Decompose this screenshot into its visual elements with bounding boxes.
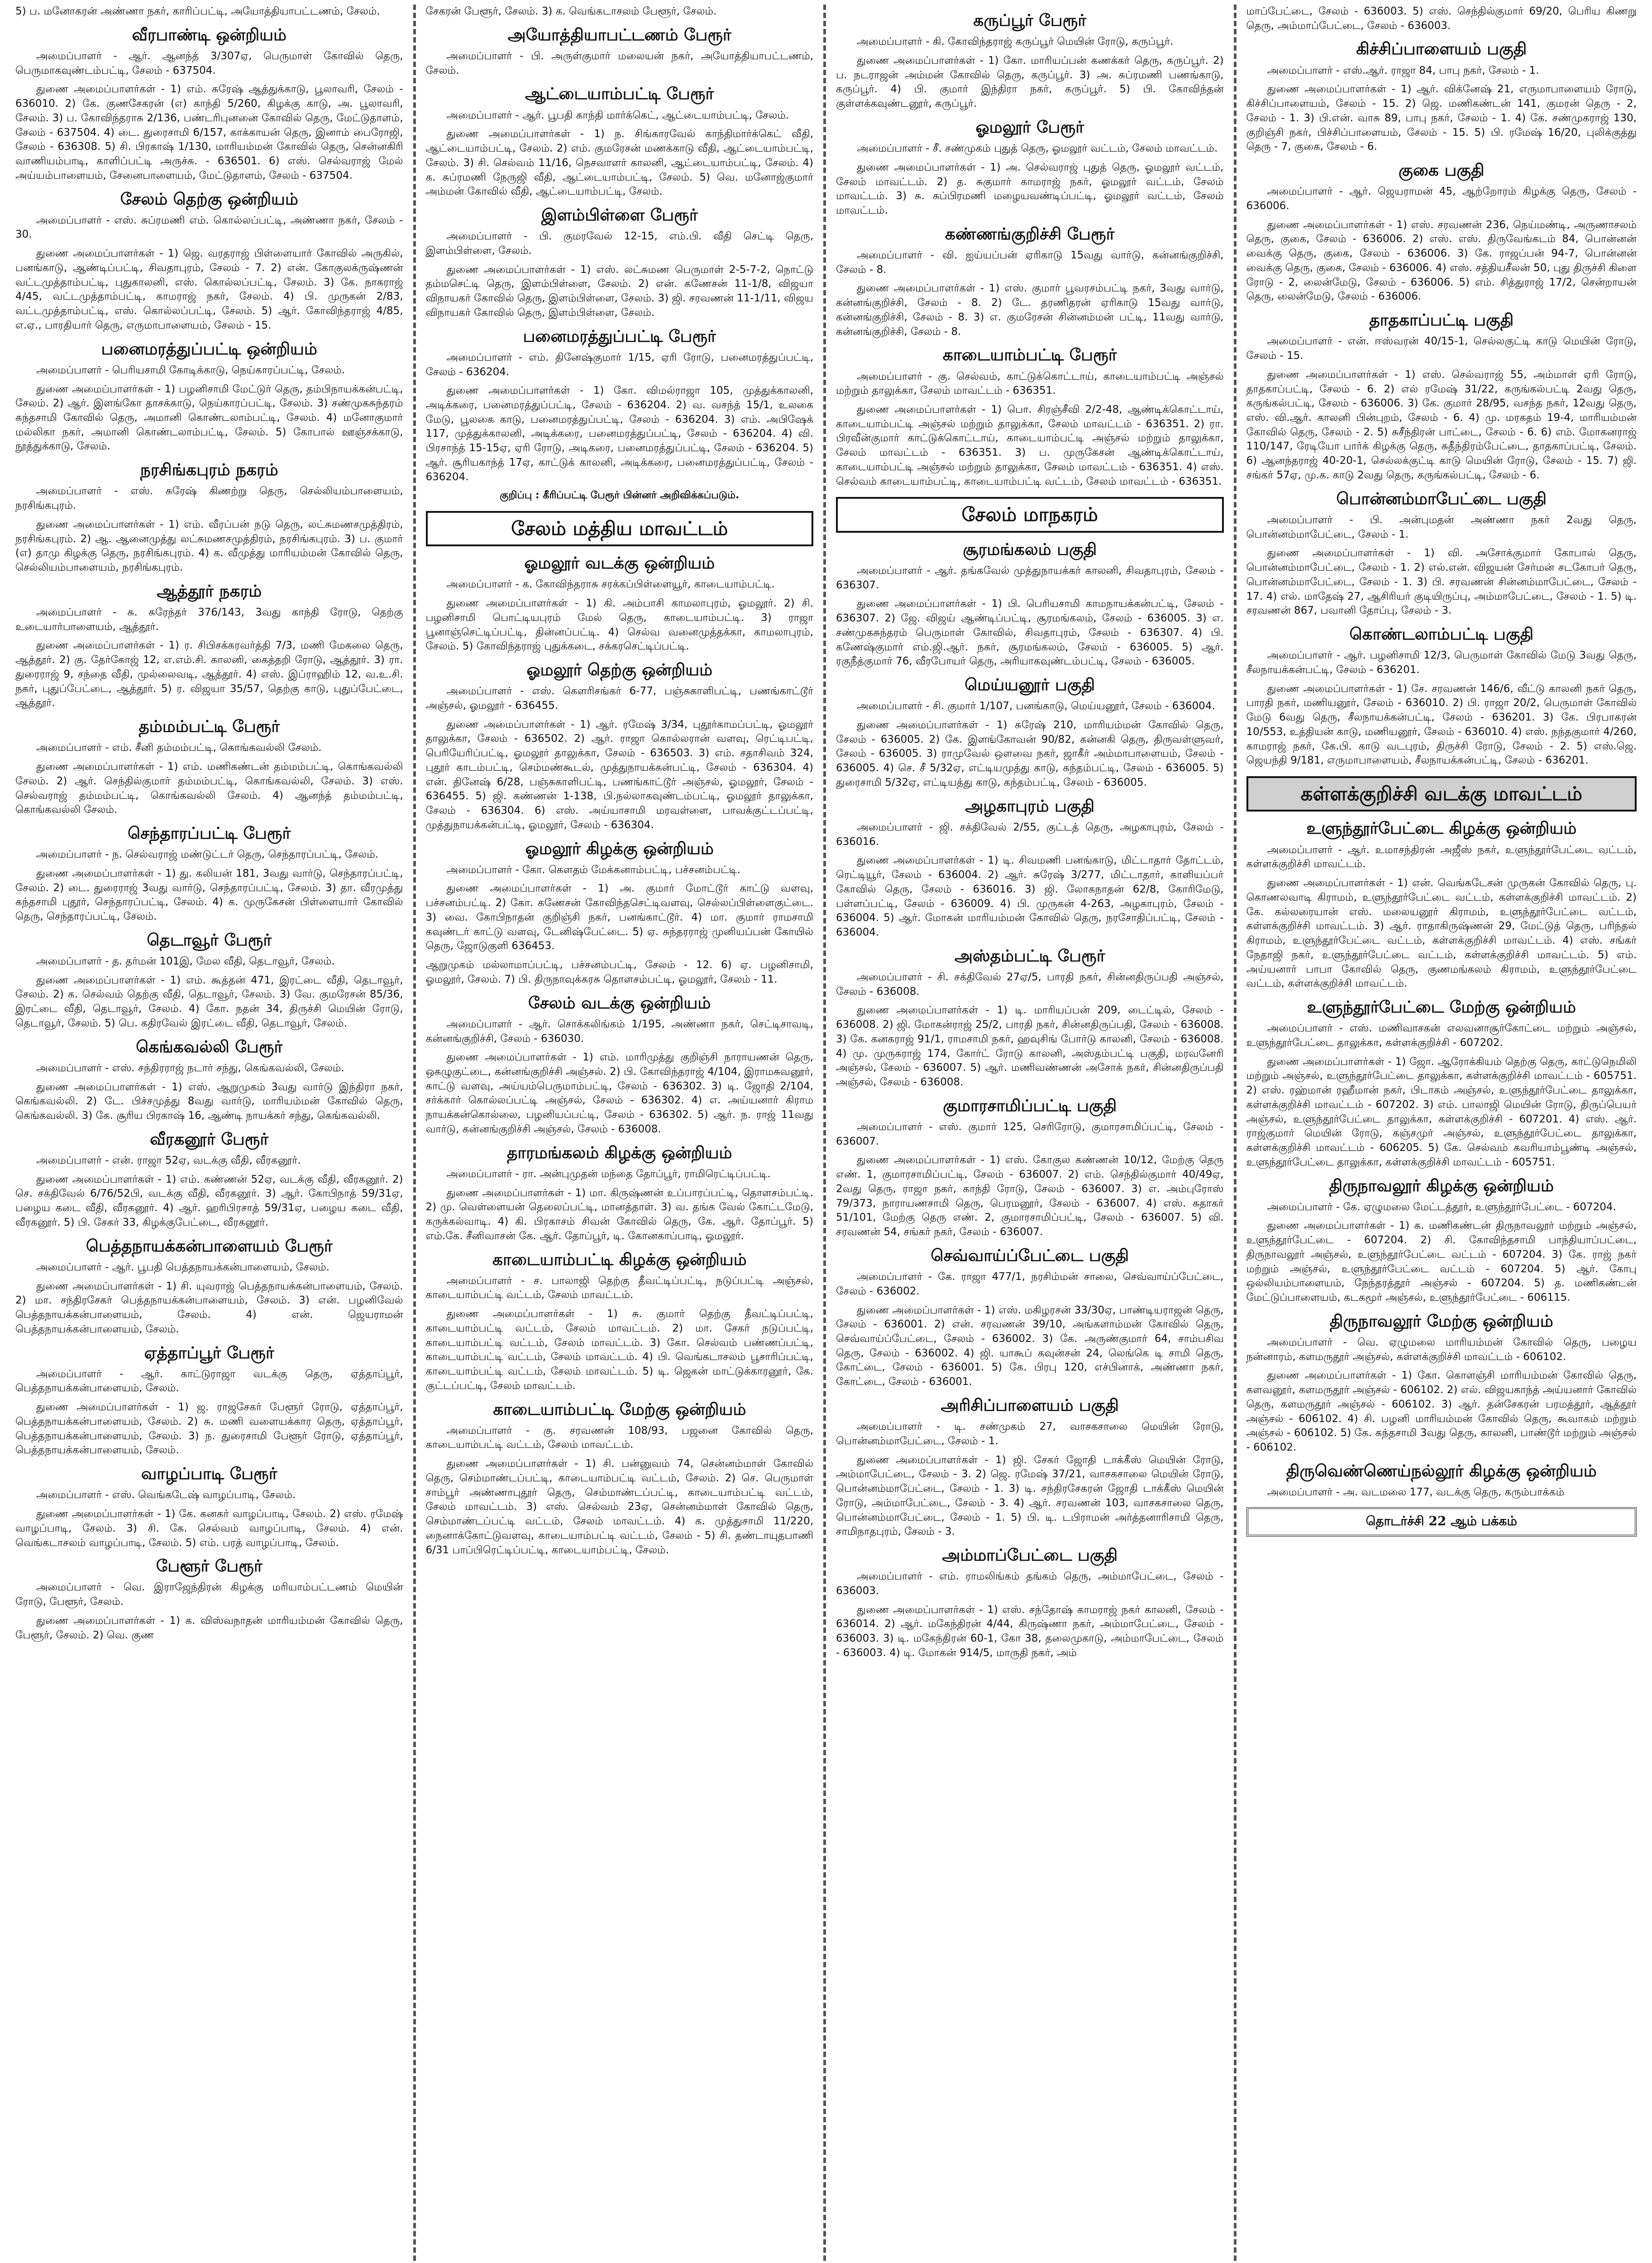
section-heading: கெங்கவல்லி பேரூர் <box>136 1037 283 1056</box>
section-heading: ஓமலூர் பேரூர் <box>975 118 1084 137</box>
article-paragraph: துணை அமைப்பாளர்கள் - 1) கோ. விமல்ராஜா 105, முத்துக்காலனி, அடிக்கரை, பனைமரத்துப்பட்டி, சேலம் - 636204. 2) வ. வசந்த் 15/1, உலகை மேடு, பூலகை காடு, பனைமரத்துப்பட்டி, சேலம் - 636204. 3) எம். அபிஷேக் 117, முத்துக்காலனி, அடிக்கரை, பனைமரத்துப்பட்டி, சேலம் - 636204. 4) வி. பிரசாந்த் 15-15ஏ, ஏரி ரோடு, அடிகரை, பனைமரத்துப்பட்டி, சேலம் - 636204. 5) ஆர். சூரியகாந்த் 17ஏ, காட்டுக் காலனி, அடிக்கரை, பனைமரத்துப்பட்டி, சேலம் - 636204. <box>425 385 814 483</box>
article-paragraph: அமைப்பாளர் - எம். தினேஷ்குமார் 1/15, ஏரி ரோடு, பனைமரத்துப்பட்டி, சேலம் - 636204. <box>425 351 814 378</box>
article-paragraph: துணை அமைப்பாளர்கள் - 1) எஸ். மகிழரசன் 33/30ஏ, பாண்டியராஜன் தெரு, சேலம் - 636001. 2) என். சரவணன் 39/10, அங்களாம்மன் கோவில் தெரு, செவ்வாய்ப்பேட்டை, சேலம் - 636002. 3) கே. அருண்குமார் 64, சாம்பசிவ தெரு, சேலம் - 636002. 4) ஜி. யாகூப் கவுன்சன் 24, லெங்கெ டி சாமி தெரு, கோட்டை, சேலம் - 636001. 5) கே. பிரபு 120, எச்பினாக், அண்ணா நகர், கோட்டை, சேலம் - 636001. <box>836 1304 1224 1388</box>
district-banner: சேலம் மாநகரம் <box>836 497 1224 532</box>
article-paragraph: அமைப்பாளர் - பி. அன்புமதன் அண்ணா நகர் 2வது தெரு, பொன்னம்மாபேட்டை, சேலம் - 1. <box>1246 514 1637 540</box>
article-paragraph: துணை அமைப்பாளர்கள் - 1) டி. சிவமணி பனங்காடு, மிட்டாதார் தோட்டம், ரெட்டியூர், சேலம் - 636004. 2) ஆர். சுரேஷ் 3/277, மிட்டாதார், காளியப்பர் கோவில் தெரு, சேலம் - 636016. 3) ஜி. லோகநாதன் 62/8, கோரிமேடு, பள்ளப்பட்டி, சேலம் - 636009. 4) பி. முருகன் 4-263, அழகாபுரம், சேலம் - 636004. 5) ஆர். மோகன் மாரியம்மன் கோவில் தெரு, நரசோதிப்பட்டி, சேலம் - 636004. <box>836 855 1224 939</box>
article-paragraph: துணை அமைப்பாளர்கள் - 1) எம். வீரப்பன் நடு தெரு, லட்சுமணசமுத்திரம், நரசிங்கபுரம். 2) ஆ. ஆனைமுத்து லட்சுமணசமுத்திரம், நரசிங்கபுரம். 3) ப. குமார் (எ) தாமு கிழக்கு தெரு, நரசிங்கபுரம். 4) க. வீமுத்து மாரியம்மன் கோவில் தெரு, செல்லியம்பாளையம், நரசிங்கபுரம். <box>15 518 403 574</box>
article-paragraph: துணை அமைப்பாளர்கள் - 1) எஸ். சந்தோஷ் காமராஜ் நகர் காலனி, சேலம் - 636014. 2) ஆர். மகேந்திரன் 4/44, கிருஷ்ணா நகர், அம்மாபேட்டை, சேலம் - 636003. 3) டி. மகேந்திரன் 60-1, கோ 38, தலைமுகாடு, அம்மாபேட்டை, சேலம் - 636003. 4) டி. மோகன் 914/5, மாருதி நகர், அம் <box>836 1604 1224 1659</box>
article-paragraph: அமைப்பாளர் - ந. செல்வராஜ் மண்டுட்டர் தெரு, செந்தாரப்பட்டி, சேலம். <box>36 849 379 861</box>
article-paragraph: அமைப்பாளர் - எம். சீனி தம்மம்பட்டி, கொங்கவல்லி சேலம். <box>36 742 322 754</box>
article-paragraph: துணை அமைப்பாளர்கள் - 1) அ. குமார் மோட்டூர் காட்டு வளவு, பச்சனம்பட்டி. 2) கோ. கணேசன் கோவிந்தசெட்டிவளவு, செல்லப்பிள்ளைகுட்டை. 3) வை. கோபிநாதன் குறிஞ்சி நகர், பனங்காட்டூர். 4) மா. குமார் ராமசாமி கவுண்டர் காட்டு வளவு, டேனிஷ்பேட்டை. 5) ஏ. சுந்தரராஜ் முனியப்பன் கோயில் தெரு, ஜோடுகுளி 636453. <box>425 883 814 952</box>
article-paragraph: அமைப்பாளர் - எஸ். குமார் 125, செரிரோடு, குமாரசாமிப்பட்டி, சேலம் - 636007. <box>836 1121 1224 1147</box>
article-paragraph: அமைப்பாளர் - பெரியசாமி கோடிக்காடு, நெய்காரப்பட்டி, சேலம். <box>36 364 345 376</box>
section-heading: கண்ணங்குறிச்சி பேரூர் <box>945 224 1115 243</box>
article-paragraph: துணை அமைப்பாளர்கள் - 1) ஜ. ராஜசேகர் பேளூர் ரோடு, ஏத்தாப்பூர், பெத்தநாயக்கன்பாளையம், சேலம். 2) சு. மணி வளையக்கார தெரு, ஏத்தாப்பூர், பெத்தநாயக்கன்பாளையம், சேலம். 3) ந. துரைசாமி பேளூர் ரோடு, ஏத்தாப்பூர், பெத்தநாயக்கன்பாளையம், சேலம். <box>15 1401 403 1456</box>
section-heading: அயோத்தியாபட்டணம் பேரூர் <box>507 25 731 44</box>
article-paragraph: அமைப்பாளர் - பி. குமரவேல் 12-15, எம்.பி. வீதி செட்டி தெரு, இளம்பிள்ளை, சேலம். <box>425 230 814 257</box>
section-heading: சேலம் தெற்கு ஒன்றியம் <box>120 190 298 209</box>
article-paragraph: அமைப்பாளர் - சி. குமார் 1/107, பனங்காடு, மெய்யனூர், சேலம் - 636004. <box>857 700 1215 712</box>
note-text: குறிப்பு : கீரிப்பட்டி பேரூர் பின்னர் அறிவிக்கப்படும். <box>500 490 740 501</box>
section-heading: அழகாபுரம் பகுதி <box>965 797 1095 816</box>
article-paragraph: அமைப்பாளர் - எஸ். வெங்கடேஷ் வாழப்பாடி, சேலம். <box>36 1489 296 1501</box>
article-paragraph: அமைப்பாளர் - கு. சரவணன் 108/93, பஜனை கோவில் தெரு, காடையாம்பட்டி வட்டம், சேலம் மாவட்டம். <box>425 1424 814 1451</box>
article-paragraph: துணை அமைப்பாளர்கள் - 1) பி. பெரியசாமி காமநாயக்கன்பட்டி, சேலம் - 636307. 2) ஜே. விஜய் ஆண்டிப்பட்டி, சூரமங்கலம், சேலம் - 636005. 3) எ. சண்முகசுந்தரம் பெருமாள் கோவில், சிவதாபுரம், சேலம் - 636307. 4) பி. கணேஷ்குமார் எம்.ஜி.ஆர். நகர், சூரமங்கலம், சேலம் - 636005. 5) ஆர். ரகுநீத்குமார் 76, வீரபோயர் தெரு, அரியாகவுண்டம்பட்டி, சேலம் - 636005. <box>836 598 1224 668</box>
section-heading: சேலம் வடக்கு ஒன்றியம் <box>528 993 711 1012</box>
article-paragraph: அமைப்பாளர் - வெ. இராஜேந்திரன் கிழக்கு மரியாம்பட்டணம் மெயின் ரோடு, பேளூர், சேலம். <box>15 1581 403 1608</box>
article-paragraph: துணை அமைப்பாளர்கள் - 1) ஆர். ரமேஷ் 3/34, புதூர்காமப்பட்டி, ஓமலூர் தாலுக்கா, சேலம் - 636502. 2) ஆர். ராஜா கொல்லரான் வளவு, ரெட்டிபட்டி, பெரியேரிப்பட்டி, ஓமலூர் தாலுக்கா, சேலம் - 636503. 3) எம். சதாசிவம் 324, புதூர் காடம்பட்டி, செம்மண்கூடல், முத்துநாயக்கன்பட்டி, சேலம் - 636304. 4) என். தினேஷ் 6/28, பஞ்சுகாளிபட்டி, பணங்காட்டூர் அஞ்சல், ஓமலூர், சேலம் - 636455. 5) ஜி. கண்ணன் 1-138, பி.நல்லாகவுண்டம்பட்டி, ஓமலூர் தாலுக்கா, சேலம் - 636304. 6) எஸ். அய்யாசாமி மரவள்ளை, பாவக்குட்டப்பட்டி, முத்துநாயக்கன்பட்டி, ஓமலூர், சேலம் - 636304. <box>425 718 814 831</box>
district-banner: சேலம் மத்திய மாவட்டம் <box>426 511 814 546</box>
article-paragraph: அமைப்பாளர் - ஆர். தங்கவேல் முத்துநாயக்கர் காலனி, சிவதாபுரம், சேலம் - 636307. <box>836 564 1224 591</box>
section-heading: பனைமரத்துப்பட்டி ஒன்றியம் <box>101 339 317 358</box>
article-paragraph: துணை அமைப்பாளர்கள் - 1) எம். சுரேஷ் ஆத்துக்காடு, பூலாவரி, சேலம் - 636010. 2) கே. குணசேகரன் (எ) காந்தி 5/260, கிழக்கு காடு, அ. பூலாவரி, சேலம். 3) ப. கோவிந்தராசு 2/136, பண்டரிபுனனை கோவில் தெரு, மேட்டுதாளம், சேலம் - 637504. 4) டை. துரைசாமி 6/157, காக்காயன் தெரு, இனாம் பைரோஜி, சேலம் - 636308. 5) சி. பிரகாஷ் 1/130, மாரியம்மன் கோவில் தெரு, சென்னகிரி வாணியம்பாடி, காளிப்பட்டி அருச்சு. - 636501. 6) எஸ். செல்வராஜ் மேல் அய்யம்பாளையம், சேனைபாளையம், மேட்டுதாளம், சேலம் - 637504. <box>15 83 403 181</box>
article-paragraph: துணை அமைப்பாளர்கள் - 1) எஸ். செல்வராஜ் 55, அம்மாள் ஏரி ரோடு, தாதகாப்பட்டி, சேலம் - 6. 2) எல் ரமேஷ் 31/22, கருங்கல்பட்டி 2வது தெரு, கருங்கல்பட்டி, சேலம் - 636006. 3) கே. குமார் 28/95, வசந்த நகர், 12வது தெரு, எஸ். வி.ஆர். காலனி பின்புறம், சேலம் - 6. 4) மு. மரகதம் 19-4, மாரியம்மன் கோவில் தெரு, சேலம் - 2. 5) சுசீந்திரன் பாட்டை, சேலம் - 6. 6) எம். மோகனராஜ் 110/147, ரேடியோ பார்க் கிழக்கு தெரு, சுதீந்திரம்பேட்டை, தாதகாப்பட்டி, சேலம். 6) ஆனந்தராஜ் 40-20-1, செல்லக்குட்டி காடு மெயின் ரோடு, சேலம் - 15. 7) ஜி. சங்கர் 57ஏ, மு.க. காடு 2வது தெரு, கருங்கல்பட்டி, சேலம் - 6. <box>1246 368 1637 481</box>
section-heading: செந்தாரப்பட்டி பேரூர் <box>128 824 291 843</box>
article-paragraph: அமைப்பாளர் - சு. சுரேந்தர் 376/143, 3வது காந்தி ரோடு, தெற்கு உடையார்பாளையம், ஆத்தூர். <box>15 606 403 633</box>
section-heading: ஓமலூர் வடக்கு ஒன்றியம் <box>524 554 715 573</box>
article-paragraph: அமைப்பாளர் - கு. செல்வம், காட்டுக்கொட்டாய், காடையாம்பட்டி அஞ்சல் மற்றும் தாலுக்கா, சேலம் மாவட்டம் - 636351. <box>836 370 1224 397</box>
article-paragraph: துணை அமைப்பாளர்கள் - 1) சி. யுவராஜ் பெத்தநாயக்கன்பாளையம், சேலம். 2) மா. சந்திரசேகர் பெத்தநாயக்கன்பாளையம், சேலம். 3) என். பழனிவேல் பெத்தநாயக்கன்பாளையம், சேலம். 4) என். ஜெயராமன் பெத்தநாயக்கன்பாளையம், சேலம். <box>15 1280 403 1335</box>
article-paragraph: அமைப்பாளர் - ஆர். சொக்கலிங்கம் 1/195, அண்ணா நகர், செட்டிசாவடி, கன்னங்குறிச்சி, சேலம் - 636030. <box>425 1018 814 1045</box>
article-paragraph: துணை அமைப்பாளர்கள் - 1) ர. சிபிசக்கரவர்த்தி 7/3, மணி மேகலை தெரு, ஆத்தூர். 2) கு. தேர்கோஜ் 12, எ.எம்.சி. காலனி, கைத்தறி ரோடு, ஆத்தூர். 3) ரா. துரைராஜ் 9, சந்தை வீதி, முல்லைவடி, ஆத்தூர். 4) எஸ். இப்ராஹிம் 12, வ.உ.சி. நகர், புதுப்பேட்டை, ஆத்தூர். 5) ர. விஜயா 35/57, தெற்கு காடு, புதுப்பேட்டை, ஆத்தூர். <box>15 640 403 709</box>
article-paragraph: அமைப்பாளர் - எஸ். கௌரிசங்கர் 6-77, பஞ்சுகாளிபட்டி, பணங்காட்டூர் அஞ்சல், ஓமலூர் - 636455. <box>425 685 814 711</box>
section-heading: திருவெண்ணெய்நல்லூர் கிழக்கு ஒன்றியம் <box>1286 1461 1597 1480</box>
section-heading: வாழப்பாடி பேரூர் <box>141 1465 277 1484</box>
article-paragraph: துணை அமைப்பாளர்கள் - 1) ந. சிங்காரவேல் காந்திமார்க்கெட் வீதி, ஆட்டையாம்பட்டி, சேலம். 2) எம். குமரேசன் மணக்காடு வீதி, ஆட்டையாம்பட்டி, சேலம். 3) சி. செல்வம் 11/16, நெசவாளர் காலனி, ஆட்டையாம்பட்டி, சேலம். 4) க. சுப்ரமணி நேருஜி வீதி, ஆட்டையாம்பட்டி, சேலம். 5) வெ. மனோஜ்குமார் அம்மன் கோவில் வீதி, ஆட்டையாம்பட்டி, சேலம். <box>425 128 814 198</box>
article-paragraph: துணை அமைப்பாளர்கள் - 1) அ. செல்வராஜ் புதுத் தெரு, ஓமலூர் வட்டம், சேலம் மாவட்டம். 2) த. சுகுமார் காமராஜ் நகர், ஓமலூர் வட்டம், சேலம் மாவட்டம். 3) சு. சுப்பிரமணி மழையவண்டிப்பட்டி, ஓமலூர் வட்டம், சேலம் மாவட்டம். <box>836 161 1224 216</box>
article-paragraph: அமைப்பாளர் - எஸ். சந்திரராஜ் நடார் சந்து, கெங்கவல்லி, சேலம். <box>36 1062 344 1074</box>
article-paragraph: துணை அமைப்பாளர்கள் - 1) எஸ். சரவணன் 236, நெய்மண்டி, அருணாசலம் தெரு, குகை, சேலம் - 636006. 2) எஸ். எஸ். திருவேங்கடம் 84, பொன்னன் வைக்கு தெரு, குகை, சேலம் - 636006. 3) கே. ராஜப்பன் 94-7, பொன்னன் வைக்கு தெரு, குகை, சேலம் - 636006. 4) எஸ். சத்தியசீலன் 50, புது திருச்சி கிளை ரோடு - 2, லைன்மேடு, சேலம் - 636006. 5) எம். சித்துராஜ் 17/2, சென்றாயன் தெரு, லைன்மேடு, சேலம் - 636006. <box>1246 219 1637 303</box>
article-paragraph: துணை அமைப்பாளர்கள் - 1) கே. கனகர் வாழப்பாடி, சேலம். 2) எஸ். ரமேஷ் வாழப்பாடி, சேலம். 3) சி. கே. செல்வம் வாழப்பாடி, சேலம். 4) என். வெங்கடாசலம் வாழப்பாடி, சேலம். 5) எம். பரத் வாழப்பாடி, சேலம். <box>15 1508 403 1549</box>
section-heading: திருநாவலூர் கிழக்கு ஒன்றியம் <box>1329 1176 1554 1195</box>
article-paragraph: அமைப்பாளர் - ஆர். காட்டுராஜா வடக்கு தெரு, ஏத்தாப்பூர், பெத்தநாயக்கன்பாளையம், சேலம். <box>15 1368 403 1394</box>
article-paragraph: அமைப்பாளர் - ஆர். பூபதி பெத்தநாயக்கன்பாளையம், சேலம். <box>36 1261 329 1273</box>
article-paragraph: துணை அமைப்பாளர்கள் - 1) க. மணிகண்டன் திருநாவலூர் மற்றும் அஞ்சல், உளுந்தூர்பேட்டை - 607204. 2) சி. கோவிந்தசாமி பாந்தியாப்பட்டை, திருநாவலூர் அஞ்சல், உளுந்தூர்பேட்டை வட்டம் - 607204. 3) கே. ராஜ் நகர் மற்றும் அஞ்சல், உளுந்தூர்பேட்டை வட்டம் - 607204. 5) ஆர். கோபு ஒல்லியம்பாளையம், நேந்தரத்தூர் அஞ்சல் - 607204. 5) த. மணிகண்டன் மேட்டுப்பாளையம், கடகமூர் அஞ்சல், உளுந்தூர்பேட்டை - 606115. <box>1246 1220 1637 1304</box>
article-paragraph: துணை அமைப்பாளர்கள் - 1) சி. பன்னுவம் 74, சென்னம்மாள் கோவில் தெரு, செம்மாண்டப்பட்டி, காடையாம்பட்டி வட்டம், சேலம். 2) செ. பெருமாள் சாம்பூர் அண்ணாபுதூர் தெரு, செம்மாண்டப்பட்டி, காடையாம்பட்டி வட்டம், சேலம் மாவட்டம். 3) எஸ். செல்வம் 23ஏ, சென்னம்மாள் கோவில் தெரு, செம்மாண்டப்பட்டி வட்டம், சேலம் மாவட்டம். 4) க. முத்துசாமி 11/220, நைனாக்கோட்டுவளவு, காடையாம்பட்டி வட்டம், சேலம் - 5) சி. தண்டாயுதபாணி 6/31 பாப்பிரெட்டிப்பட்டி, காடையாம்பட்டி, சேலம். <box>425 1458 814 1556</box>
section-heading: உளுந்தூர்பேட்டை கிழக்கு ஒன்றியம் <box>1306 819 1577 838</box>
article-paragraph: அமைப்பாளர் - பி. அருள்குமார் மலையன் நகர், அயோத்தியாபட்டணம், சேலம். <box>425 50 814 76</box>
article-paragraph: அமைப்பாளர் - எஸ். சுரேஷ் கிணற்று தெரு, செல்லியம்பாளையம், நரசிங்கபுரம். <box>15 485 403 512</box>
article-paragraph: அமைப்பாளர் - ஆர். ஜெயராமன் 45, ஆற்றோரம் கிழக்கு தெரு, சேலம் - 636006. <box>1246 186 1637 212</box>
section-heading: கருப்பூர் பேரூர் <box>973 11 1087 30</box>
section-heading: செவ்வாய்ப்பேட்டை பகுதி <box>931 1246 1129 1265</box>
article-paragraph: துணை அமைப்பாளர்கள் - 1) கோ. மாரியப்பன் கணக்கர் தெரு, கருப்பூர். 2) ப. நடராஜன் அம்மன் கோவில் தெரு, கருப்பூர். 3) அ. சுப்ரமணி பணங்காடு, கருப்பூர். 4) பி. குமார் இந்திரா நகர், கருப்பூர். 5) பி. கோவிந்தன் குள்ளக்கவுண்டனூர், கருப்பூர். <box>836 54 1224 110</box>
section-heading: ஏத்தாப்பூர் பேரூர் <box>144 1343 274 1362</box>
article-paragraph: அமைப்பாளர் - ஆர். பழனிசாமி 12/3, பெருமாள் கோவில் மேடு 3வது தெரு, சீலநாயக்கன்பட்டி, சேலம் - 636201. <box>1246 649 1637 676</box>
section-heading: பனைமரத்துப்பட்டி பேரூர் <box>523 327 716 346</box>
column-2 <box>416 5 826 2263</box>
section-heading: தெடாவூர் பேரூர் <box>147 931 272 950</box>
article-paragraph: அமைப்பாளர் - ரா. அன்புமுதன் மந்தை தோப்பூர், ராமிரெட்டிப்பட்டி. <box>446 1168 771 1180</box>
section-heading: தாதகாப்பட்டி பகுதி <box>1369 311 1514 330</box>
article-paragraph: அமைப்பாளர் - அ. வடமலை 177, வடக்கு தெரு, கரும்பாக்கம் <box>1267 1486 1565 1499</box>
section-heading: கொண்டலாம்பட்டி பகுதி <box>1349 625 1534 644</box>
article-paragraph: துணை அமைப்பாளர்கள் - 1) எம். மணிகண்டன் தம்மம்பட்டி, கொங்கவல்லி சேலம். 2) ஆர். செந்தில்குமார் தம்மம்பட்டி, கொங்கவல்லி, சேலம். 3) எஸ். செல்வராஜ் தம்மம்பட்டி, கொங்கவல்லி சேலம். 4) ஆனந்த் தம்மம்பட்டி, கொங்கவல்லி சேலம். <box>15 761 403 816</box>
article-paragraph: துணை அமைப்பாளர்கள் - 1) பழனிசாமி மேட்டுர் தெரு, தம்பிநாயக்கன்பட்டி, சேலம். 2) ஆர். இளங்கோ தாசக்காடு, நெய்காரப்பட்டி, சேலம். 3) சண்முகசுந்தரம் கந்தசாமி கோவில் தெரு, அமானி கொண்டலாம்பட்டி, சேலம். 4) மனோகுமார் மல்லிகா நகர், அமானி கொண்டலாம்பட்டி, சேலம். 5) கோபால் ஊஞ்சக்காடு, நூத்துக்காடு, சேலம். <box>15 383 403 453</box>
article-paragraph: துணை அமைப்பாளர்கள் - 1) ஜோ. ஆரோக்கியம் தெற்கு தெரு, காட்டுநெமிலி மற்றும் அஞ்சல், உளுந்தூர்பேட்டை தாலுக்கா, கள்ளக்குறிச்சி மாவட்டம் - 605751. 2) எஸ். ரஹ்மான் ரஹீமான் நகர், பிடாகம் அஞ்சல், உளுந்தூர்பேட்டை தாலுக்கா, கள்ளக்குறிச்சி மாவட்டம் - 607202. 3) எம். பாலாஜி மெயின் ரோடு, திருப்பெயர் அஞ்சல், உளுந்தூர்பேட்டை தாலுக்கா, கள்ளக்குறிச்சி - 607201. 4) எஸ். ஆர். ராஜ்குமார் மெயின் ரோடு, கஞ்சமுர் அஞ்சல், உளுந்தூர்பேட்டை தாலுக்கா, கள்ளக்குறிச்சி மாவட்டம் - 606205. 5) கே. செல்வம் கவரியாம்பூண்டி அஞ்சல், உளுந்தூர்பேட்டை தாலுக்கா, கள்ளக்குறிச்சி மாவட்டம் - 605751. <box>1246 1055 1637 1168</box>
article-paragraph: துணை அமைப்பாளர்கள் - 1) ஆர். விக்னேஷ் 21, எருமாபாளையம் ரோடு, கிச்சிப்பாளையம், சேலம் - 15. 2) ஜெ. மணிகண்டன் 141, குமரன் தெரு - 2, சேலம் - 1. 3) பி.என். வாசு 89, பாபு நகர், சேலம் - 1. 4) கே. சண்முகராஜ் 130, குறிஞ்சி நகர், பிச்சிப்பாளையம், சேலம் - 15. 5) பி. ரமேஷ் 16/20, புலிக்குத்து தெரு - 7, குகை, சேலம் - 6. <box>1246 83 1637 153</box>
article-paragraph: 5) ப. மனோகரன் அண்ணா நகர், காரிப்பட்டி, அயோத்தியாபட்டணம், சேலம். <box>15 5 380 17</box>
column-1 <box>5 5 416 2263</box>
section-heading: வீரகனூர் பேரூர் <box>150 1130 269 1149</box>
section-heading: உளுந்தூர்பேட்டை மேற்கு ஒன்றியம் <box>1307 998 1576 1017</box>
article-paragraph: அமைப்பாளர் - ஆர். ஆனந்த் 3/307ஏ, பெருமாள் கோவில் தெரு, பெருமாகவுண்டம்பட்டி, சேலம் - 637504. <box>15 50 403 76</box>
section-heading: சூரமங்கலம் பகுதி <box>963 540 1097 559</box>
section-heading: ஆத்தூர் நகரம் <box>157 582 262 601</box>
section-heading: பேளூர் பேரூர் <box>156 1557 263 1576</box>
section-heading: குமாரசாமிப்பட்டி பகுதி <box>943 1096 1117 1115</box>
article-paragraph: துணை அமைப்பாளர்கள் - 1) கோ. கொளஞ்சி மாரியம்மன் கோவில் தெரு, களவனூர், களமருதூர் அஞ்சல் - 606102. 2) எல். விஜயகாந்த் அய்யனார் கோவில் தெரு, களமருதூர் அஞ்சல் - 606102. 3) ஆர். தன்சேகரன் பரமத்தூர், ஆத்தூர் அஞ்சல் - 606102. 4) சி. பழனி மாரியம்மன் கோவில் தெரு, கூவாகம் மற்றும் அஞ்சல் - 606102. 5) கே. கந்தசாமி 3வது தெரு, காலனி, பாண்டூர் மற்றும் அஞ்சல் - 606102. <box>1246 1370 1637 1454</box>
article-paragraph: அமைப்பாளர் - சி. சக்திவேல் 27ஏ/5, பாரதி நகர், சின்னதிருப்பதி அஞ்சல், சேலம் - 636008. <box>836 971 1224 998</box>
article-paragraph: துணை அமைப்பாளர்கள் - 1) கி. அம்பாசி காமலாபுரம், ஓமலூர். 2) சி. பழனிசாமி பொட்டியபுரம் மேல் தெரு, காடையாம்பட்டி. 3) ராஜா பூனாஞ்செட்டிப்பட்டி, தின்னப்பட்டி. 4) செல்வ வனைமுத்தக்கா, காமலாபுரம், சேலம். 5) கோவிந்தராஜ் புதுக்கடை, சக்கரசெட்டிப்பட்டி. <box>425 597 814 653</box>
section-heading: பொன்னம்மாபேட்டை பகுதி <box>1336 489 1547 508</box>
article-paragraph: துணை அமைப்பாளர்கள் - 1) து. கலியன் 181, 3வது வார்டு, செந்தாரப்பட்டி, சேலம். 2) டை. துரைராஜ் 3வது வார்டு, செந்தாரப்பட்டி, சேலம். 3) தா. வீரமுத்து கந்தசாமி புதூர், செந்தாரப்பட்டி, சேலம். 4) க. முருகேசன் பிள்ளையார் கோவில் தெரு, செந்தாரப்பட்டி, சேலம். <box>15 867 403 923</box>
section-heading: நரசிங்கபுரம் நகரம் <box>140 461 278 480</box>
article-paragraph: அமைப்பாளர் - கே. ஏழுமலை மேட்டத்தூர், உளுந்தூர்பேட்டை - 607204. <box>1267 1201 1616 1213</box>
article-paragraph: அமைப்பாளர் - எஸ். மணிவாசகன் எலவனாசூர்கோட்டை மற்றும் அஞ்சல், உளுந்தூர்பேட்டை தாலுக்கா, கள்ளக்குறிச்சி - 607202. <box>1246 1022 1637 1049</box>
article-paragraph: அமைப்பாளர் - வி. ஐய்யப்பன் ஏரிகாடு 15வது வார்டு, கன்னங்குறிச்சி, சேலம் - 8. <box>836 249 1224 276</box>
section-heading: இளம்பிள்ளை பேரூர் <box>541 205 698 224</box>
section-heading: அரிசிப்பாளையம் பகுதி <box>941 1396 1119 1415</box>
section-heading: வீரபாண்டி ஒன்றியம் <box>132 25 287 44</box>
section-heading: தாரமங்கலம் கிழக்கு ஒன்றியம் <box>507 1143 732 1162</box>
article-paragraph: துணை அமைப்பாளர்கள் - 1) மா. கிருஷ்ணன் உப்பாரப்பட்டி, தொளசம்பட்டி. 2) மு. வெள்ளையன் தெலைப்பட்டி, மானத்தாள். 3) வ. தங்க வேல் கோட்டமேடு, கருக்கல்வாடி. 4) கி. பிரகாசம் சிவன் கோவில் தெரு, கே. ஆர். தோப்பூர். 5) எம்.கே. சீனிவாசன் கே. ஆர். தோப்பூர், டி. கோனகாப்பாடி, ஓமலூர். <box>425 1187 814 1242</box>
section-heading: பெத்தநாயக்கன்பாளையம் பேரூர் <box>86 1237 333 1256</box>
article-paragraph: அமைப்பாளர் - என். ராஜா 52ஏ, வடக்கு வீதி, வீரகனூர். <box>36 1155 301 1166</box>
article-paragraph: சேகரன் பேளூர், சேலம். 3) க. வெங்கடாசலம் பேளூர், சேலம். <box>425 5 717 17</box>
section-heading: கிச்சிப்பாளையம் பகுதி <box>1356 40 1527 59</box>
article-paragraph: அமைப்பாளர் - எம். ராமலிங்கம் தங்கம் தெரு, அம்மாபேட்டை, சேலம் - 636003. <box>836 1571 1224 1597</box>
article-paragraph: அமைப்பாளர் - ச. பாலாஜி தெற்கு தீவட்டிப்பட்டி, நடுப்பட்டி அஞ்சல், காடையாம்பட்டி வட்டம், சேலம் மாவட்டம். <box>425 1275 814 1301</box>
article-paragraph: ஆறுமுகம் மல்லாமாப்பட்டி, பச்சனம்பட்டி, சேலம் - 12. 6) ஏ. பழனிசாமி, ஓமலூர், சேலம். 7) பி. திருநாவுக்கரசு தொளசம்பட்டி, ஓமலூர், சேலம் - 11. <box>425 959 814 985</box>
article-paragraph: அமைப்பாளர் - ஆர். பூபதி காந்தி மார்க்கெட், ஆட்டையாம்பட்டி, சேலம். <box>446 109 789 121</box>
section-heading: காடையாம்பட்டி மேற்கு ஒன்றியம் <box>493 1400 746 1419</box>
column-4 <box>1237 5 1647 2263</box>
section-heading: காடையாம்பட்டி கிழக்கு ஒன்றியம் <box>492 1250 747 1269</box>
article-paragraph: துணை அமைப்பாளர்கள் - 1) சு. குமார் தெற்கு தீவட்டிப்பட்டி, காடையாம்பட்டி வட்டம், சேலம் மாவட்டம். 2) மா. சேகர் நடுப்பட்டி, காடையாம்பட்டி வட்டம், சேலம் மாவட்டம். 3) கோ. செல்வம் பண்ணப்பட்டி, காடையாம்பட்டி வட்டம், சேலம் மாவட்டம். 4) பி. வெங்கடாசலம் பூசாரிப்பட்டி, காடையாம்பட்டி வட்டம், சேலம் மாவட்டம். 5) டி. ஜெகன் மாட்டுக்காரனூர், கே. குட்டப்பட்டி, சேலம் மாவட்டம். <box>425 1308 814 1392</box>
section-heading: குகை பகுதி <box>1399 161 1485 180</box>
article-paragraph: துணை அமைப்பாளர்கள் - 1) எஸ். குமார் பூவரசம்பட்டி நகர், 3வது வார்டு, கன்னங்குறிச்சி, சேலம் - 8. 2) டே. தரணிதரன் ஏரிகாடு 15வது வார்டு, கன்னங்குறிச்சி, சேலம் - 8. 3) எ. குமரேசன் சின்னம்மன் பட்டி, 11வது வார்டு, கன்னங்குறிச்சி, சேலம் - 8. <box>836 282 1224 338</box>
article-paragraph: துணை அமைப்பாளர்கள் - 1) எம். மாரிமுத்து குறிஞ்சி நாராயணன் தெரு, ஒகழுகுட்டை, கன்னங்குறிச்சி அஞ்சல். 2) பி. கோவிந்தராஜ் 4/104, இராமசுவனூர், காட்டு வளவு, அய்யம்பெருமாம்பட்டி, சேலம் - 636302. 3) டி. ஜோதி 2/104, சர்க்கார் கொல்லப்பட்டி அஞ்சல், சேலம் - 636302. 4) எ. அய்யனார் கிராம நாயக்கன்கொல்லை, பழனியப்பட்டி, சேலம் - 636302. 5) ஆர். ந. ராஜ் 11வது வார்டு, கன்னங்குறிச்சி அஞ்சல், சேலம் - 636008. <box>425 1051 814 1135</box>
section-heading: மெய்யனூர் பகுதி <box>964 676 1095 695</box>
article-paragraph: அமைப்பாளர் - என். ஈஸ்வரன் 40/15-1, செல்லகுட்டி காடு மெயின் ரோடு, சேலம் - 15. <box>1246 335 1637 362</box>
article-paragraph: அமைப்பாளர் - எஸ்.ஆர். ராஜா 84, பாபு நகர், சேலம் - 1. <box>1267 64 1539 76</box>
article-paragraph: துணை அமைப்பாளர்கள் - 1) என். வெங்கடேசன் முருகன் கோவில் தெரு, பு. கொணலவாடி கிராமம், உளுந்தூர்பேட்டை வட்டம், கள்ளக்குறிச்சி மாவட்டம். 2) கே. கல்லரையான் எஸ். மலையனூர் கிராமம், உளுந்தூர்பேட்டை வட்டம், கள்ளக்குறிச்சி மாவட்டம். 3) ஆர். ராதாகிருஷ்ணன் 29, மேட்டுத் தெரு, பரிந்தல் கிராமம், உளுந்தூர்பேட்டை வட்டம், கள்ளக்குறிச்சி மாவட்டம். 4) எஸ். சங்கர் நேதாஜி நகர், உளுந்தூர்பேட்டை வட்டம், கள்ளக்குறிச்சி மாவட்டம். 5) எம். அய்யனார் பாபா கோவில் தெரு, குணமங்கலம் கிராமம், உளுந்தூர்பேட்டை வட்டம், கள்ளக்குறிச்சி மாவட்டம். <box>1246 877 1637 990</box>
section-heading: தம்மம்பட்டி பேரூர் <box>138 717 280 736</box>
continued-on-page-label: தொடர்ச்சி 22 ஆம் பக்கம் <box>1246 1507 1637 1537</box>
article-paragraph: துணை அமைப்பாளர்கள் - 1) எம். கண்ணன் 52ஏ, வடக்கு வீதி, வீரகனூர். 2) செ. சக்திவேல் 6/76/52பி, வடக்கு வீதி, வீரகனூர். 3) ஆர். கோபிநாத் 59/31ஏ, பழைய கடை வீதி, வீரகனூர். 4) ஆர். ஹரிபிரசாத் 59/31ஏ, பழைய கடை வீதி, வீரகனூர். 5) பி. சேகர் 33, கிழக்குபேட்டை, வீரகனூர். <box>15 1173 403 1228</box>
article-paragraph: துணை அமைப்பாளர்கள் - 1) சுரேஷ் 210, மாரியம்மன் கோவில் தெரு, சேலம் - 636005. 2) கே. இளங்கோவன் 90/82, கன்னகி தெரு, திருவள்ளுவர், சேலம் - 636005. 3) ராமுவேல் ஒளவை நகர், ஜாகீர் அம்மாபாளையம், சேலம் - 636005. 4) செ. சீ 5/32ஏ, எட்டியமுத்து காடு, கந்தம்பட்டி, சேலம் - 636005. 5) துரைசாமி 5/32ஏ, எட்டியத்து காடு, கந்தம்பட்டி, சேலம் - 636005. <box>836 719 1224 788</box>
section-heading: அஸ்தம்பட்டி பேரூர் <box>954 946 1105 965</box>
section-heading: ஓமலூர் கிழக்கு ஒன்றியம் <box>525 839 714 858</box>
article-paragraph: அமைப்பாளர் - ஆர். உமாசந்திரன் அஜீஸ் நகர், உளுந்தூர்பேட்டை வட்டம், கள்ளக்குறிச்சி மாவட்டம். <box>1246 844 1637 870</box>
article-paragraph: அமைப்பாளர் - கோ. கௌதம் மேக்கனாம்பட்டி, பச்சனம்பட்டி. <box>446 864 741 876</box>
article-paragraph: துணை அமைப்பாளர்கள் - 1) ஜி. சேகர் ஜோதி டாக்கீஸ் மெயின் ரோடு, அம்மாபேட்டை, சேலம் - 3. 2) ஜெ. ரமேஷ் 37/21, வாசகசாலை மெயின் ரோடு, பொன்னம்மாபேட்டை, சேலம் - 1. 3) டி. சந்திரசேகரன் ஜோதி டாக்கீஸ் மெயின் ரோடு, அம்மாபேட்டை, சேலம் - 3. 4) ஆர். சரவணன் 103, வாசகசாலை தெரு, பொன்னம்மாபேட்டை, சேலம் - 1. 5) பி. டி. டபிராமன் அர்த்தனாரிசாமி தெரு, சாமிநாதபுரம், சேலம் - 3. <box>836 1454 1224 1538</box>
article-paragraph: மாப்பேட்டை, சேலம் - 636003. 5) எஸ். செந்தில்குமார் 69/20, பெரிய கிணறு தெரு, அம்மாப்பேட்டை, சேலம் - 636003. <box>1246 5 1637 32</box>
section-heading: அம்மாப்பேட்டை பகுதி <box>942 1546 1118 1565</box>
article-paragraph: துணை அமைப்பாளர்கள் - 1) எஸ். கோகுல கண்ணன் 10/12, மேற்கு தெரு எண். 1, குமாரசாமிப்பட்டி, சேலம் - 636007. 2) எம். செந்தில்குமார் 40/49ஏ, 2வது தெரு, ராஜா நகர், காந்தி ரோடு, சேலம் - 636007. 3) எ. அம்புரோஸ் 79/373, நாராயணசாமி தெரு, பெரமனூர், சேலம் - 636007. 4) எஸ். சுதாகர் 51/101, மேற்கு தெரு எண். 2, குமாரசாமிப்பட்டி, சேலம் - 636007. 5) வி. சரவணன் 54, சங்கர் நகர், சேலம் - 636007. <box>836 1154 1224 1238</box>
article-paragraph: துணை அமைப்பாளர்கள் - 1) சே. சரவணன் 146/6, வீட்டு காலனி நகர் தெரு, பாரதி நகர், மணியனூர், சேலம் - 636010. 2) பி. ராஜா 20/2, பெருமாள் கோவில் மேடு 6வது தெரு, சீலநாயக்கன்பட்டி, சேலம் - 636201. 3) கே. பிரபாகரன் 10/553, உத்தியன் காடு, மணியனூர், சேலம் - 636010. 4) எஸ். நந்தகுமார் 4/260, காமராஜ் நகர், கே.பி. காடு வடபுரம், திருச்சி ரோடு, சேலம் - 2. 5) எஸ்.ஜெ. ஜெயந்தி 9/181, எருமாபாளையம், சீலநாயக்கன்பட்டி, சேலம் - 636201. <box>1246 683 1637 767</box>
article-paragraph: துணை அமைப்பாளர்கள் - 1) எஸ். லட்சுமண பெருமாள் 2-5-7-2, நொட்டு தம்மசெட்டி தெரு, இளம்பிள்ளை, சேலம். 2) என். கணேசன் 11-1/8, விஜயா விநாயகர் கோவில் தெரு, இளம்பிள்ளை, சேலம். 3) ஜி. சரவணன் 11-1/11, விஜய விநாயகர் கோவில் தெரு, இளம்பிள்ளை, சேலம். <box>425 263 814 319</box>
article-paragraph: அமைப்பாளர் - ஜி. சக்திவேல் 2/55, குட்டத் தெரு, அழகாபுரம், சேலம் - 636016. <box>836 821 1224 848</box>
article-paragraph: அமைப்பாளர் - வெ. ஏழுமலை மாரியம்மன் கோவில் தெரு, பழைய நன்னாரம், களமருதூர் அஞ்சல், கள்ளக்குறிச்சி மாவட்டம் - 606102. <box>1246 1337 1637 1363</box>
article-paragraph: துணை அமைப்பாளர்கள் - 1) எம். கூத்தன் 471, இரட்டை வீதி, தெடாவூர், சேலம். 2) க. செல்வம் தெற்கு வீதி, தெடாவூர், சேலம். 3) வே. குமரேசன் 85/36, இரட்டை வீதி, தெடாவூர், சேலம். 4) கோ. நதன் 34, திருச்சி மெயின் ரோடு, தெடாவூர், சேலம். 5) பெ. கதிரவேல் இரட்டை வீதி, தெடாவூர், சேலம். <box>15 974 403 1029</box>
section-heading: ஓமலூர் தெற்கு ஒன்றியம் <box>526 660 713 679</box>
article-paragraph: துணை அமைப்பாளர்கள் - 1) எஸ். ஆறுமுகம் 3வது வார்டு இந்திரா நகர், கெங்கவல்லி. 2) டே. பிச்சமுத்து 8வது வார்டு, மாரியம்மன் கோவில் தெரு, கெங்கவல்லி. 3) கே. சூரிய பிரகாஷ் 16, ஆண்டி நாயக்கர் சந்து, கெங்கவல்லி. <box>15 1081 403 1122</box>
district-banner: கள்ளக்குறிச்சி வடக்கு மாவட்டம் <box>1246 776 1637 812</box>
article-paragraph: துணை அமைப்பாளர்கள் - 1) பொ. சிரஞ்சீவி 2/2-48, ஆண்டிக்கொட்டாய், காடையாம்பட்டி அஞ்சல் மற்றும் தாலுக்கா, சேலம் மாவட்டம் - 636351. 2) ரா. பிரவீன்குமார் காட்டுக்கொட்டாய், காடையாம்பட்டி அஞ்சல் மற்றும் தாலுக்கா, சேலம் மாவட்டம் - 636351. 3) ப. முருகேசன் ஆண்டிக்கொட்டாய், காடையாம்பட்டி அஞ்சல் மற்றும் தாலுக்கா, சேலம் மாவட்டம் - 636351. 4) எஸ். செல்வம் காடையாம்பட்டி, காடையாம்பட்டி வட்டம், சேலம் மாவட்டம் - 636351. <box>836 403 1224 487</box>
section-heading: காடையாம்பட்டி பேரூர் <box>942 346 1117 365</box>
article-paragraph: அமைப்பாளர் - த. தர்மன் 101இ, மேல வீதி, தெடாவூர், சேலம். <box>36 955 335 968</box>
article-paragraph: அமைப்பாளர் - சீ. சண்முகம் புதுத் தெரு, ஓமலூர் வட்டம், சேலம் மாவட்டம். <box>857 143 1218 155</box>
article-paragraph: அமைப்பாளர் - எஸ். சுப்ரமணி எம். கொல்லப்பட்டி, அண்ணா நகர், சேலம் - 30. <box>15 214 403 241</box>
article-paragraph: அமைப்பாளர் - க. கோவிந்தராசு சரக்கப்பிள்ளையூர், காடையாம்பட்டி. <box>446 578 775 591</box>
article-paragraph: அமைப்பாளர் - கி. கோவிந்தராஜ் கருப்பூர் மெயின் ரோடு, கருப்பூர். <box>857 36 1174 48</box>
column-3 <box>826 5 1237 2263</box>
section-heading: ஆட்டையாம்பட்டி பேரூர் <box>525 85 714 104</box>
article-paragraph: அமைப்பாளர் - டி. சண்முகம் 27, வாசகசாலை மெயின் ரோடு, பொன்னம்மாபேட்டை, சேலம் - 1. <box>836 1421 1224 1447</box>
article-paragraph: துணை அமைப்பாளர்கள் - 1) வி. அசோக்குமார் கோபால் தெரு, பொன்னம்மாபேட்டை, சேலம் - 1. 2) எல்.என். விஜயன் சேர்மன் சடகோபர் தெரு, பொன்னம்மாபேட்டை, சேலம் - 1. 3) பி. சரவணன் சின்னம்மாபேட்டை, சேலம் - 17. 4) எல். மாதேஷ் 27, ஆசிரியர் குடியிருப்பு, அம்மாபேட்டை, சேலம் - 1. 5) டி. சரவணன் 867, பவானி தோப்பு, சேலம் - 3. <box>1246 547 1637 617</box>
article-paragraph: துணை அமைப்பாளர்கள் - 1) டி. மாரியப்பன் 209, டைட்டில், சேலம் - 636008. 2) ஜி. மோகன்ராஜ் 25/2, பாரதி நகர், சின்னதிருப்பதி, சேலம் - 636008. 3) கே. கனகராஜ் 91/1, ராமசாமி நகர், ஹவுசிங் போர்டு காலனி, சேலம் - 636008. 4) மு. முருகராஜ் 174, கோர்ட் ரோடு காலனி, அஸ்தம்பட்டி பகுதி, மரவனேரி அஞ்சல், சேலம் - 636007. 5) ஆர். மணிவண்ணன் அசோக் நகர், சின்னதிருப்பதி அஞ்சல், சேலம் - 636008. <box>836 1004 1224 1089</box>
article-paragraph: துணை அமைப்பாளர்கள் - 1) க. விஸ்வநாதன் மாரியம்மன் கோவில் தெரு, பேளூர், சேலம். 2) வெ. குண <box>15 1614 403 1641</box>
article-paragraph: அமைப்பாளர் - கே. ராஜா 477/1, நரசிம்மன் சாலை, செவ்வாய்ப்பேட்டை, சேலம் - 636002. <box>836 1271 1224 1297</box>
article-paragraph: துணை அமைப்பாளர்கள் - 1) ஜெ. வரதராஜ் பிள்ளையார் கோவில் அருகில், பனங்காடு, ஆண்டிப்பட்டி, சிவதாபுரம், சேலம் - 7. 2) என். கோகுலக்ருஷ்ணன் வட்டமுத்தாம்பட்டி, புதுகாலனி, எஸ். கொல்லப்பட்டி, சேலம். 3) கே. நாகராஜ் 4/45, வட்டமுத்தாம்பட்டி, காமராஜ் நகர், சேலம். 4) பி. முருகன் 2/83, வட்டமுத்தாம்பட்டி, எஸ். கொல்லப்பட்டி, சேலம். 5) ஆர். கோவிந்தராஜ் 4/85, எ.ஏ., பாரதியார் தெரு, எருமாபாளையம், சேலம் - 15. <box>15 248 403 331</box>
section-heading: திருநாவலூர் மேற்கு ஒன்றியம் <box>1329 1312 1553 1331</box>
